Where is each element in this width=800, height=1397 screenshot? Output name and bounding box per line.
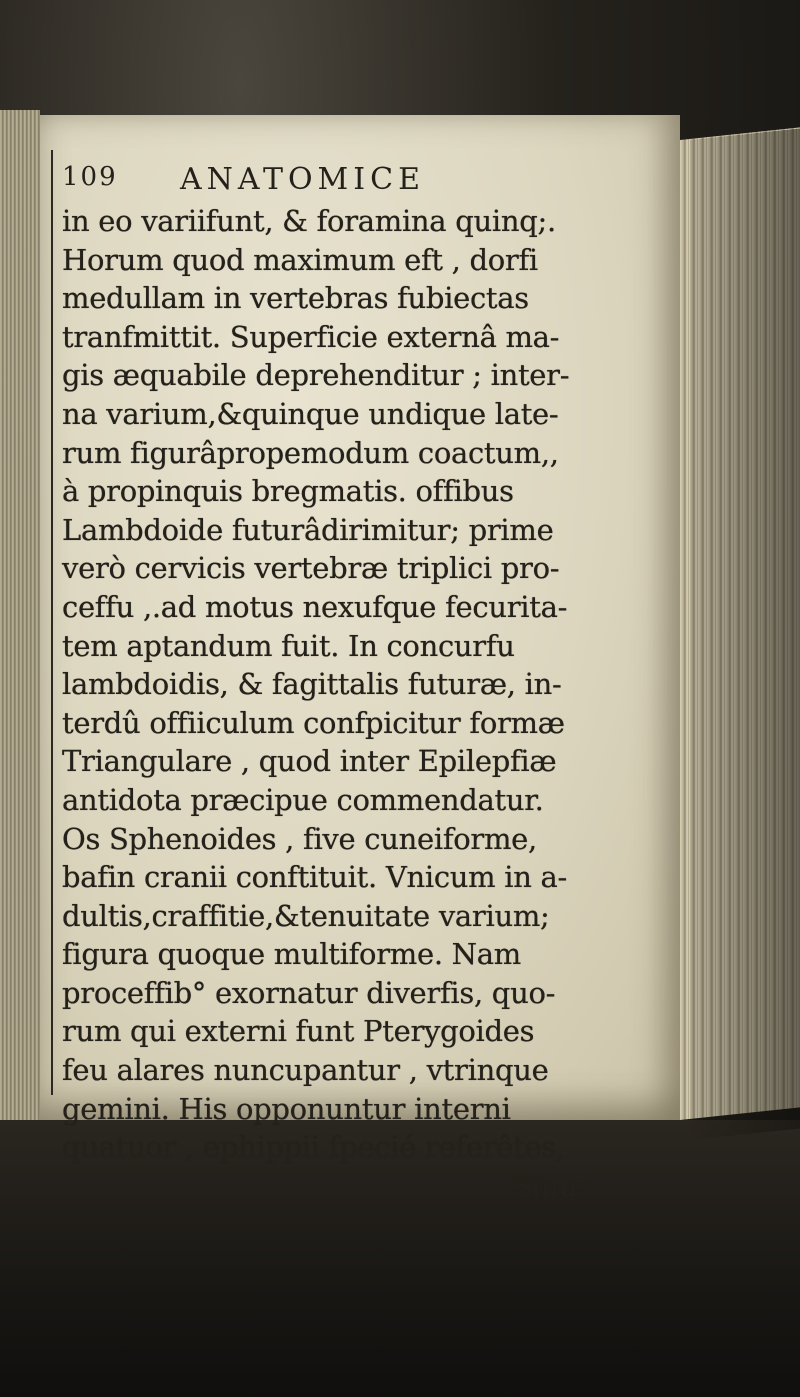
text-line: Horum quod maximum eft , dorfi xyxy=(62,242,538,277)
text-line: rum figurâpropemodum coactum,, xyxy=(62,435,559,470)
text-line: terdû offiiculum confpicitur formæ xyxy=(62,705,565,740)
text-line: tranfmittit. Superficie externâ ma- xyxy=(62,319,560,354)
text-line: Lambdoide futurâdirimitur; prime xyxy=(62,512,554,547)
text-line: antidota præcipue commendatur. xyxy=(62,782,544,817)
text-line: tem aptandum fuit. In concurfu xyxy=(62,628,515,663)
text-line: ceffu ,.ad motus nexufque fecurita- xyxy=(62,589,568,624)
text-line: in eo variifunt, & foramina quinq;. xyxy=(62,204,556,238)
text-line: verò cervicis vertebræ triplici pro- xyxy=(62,551,560,586)
text-line: figura quoque multiforme. Nam xyxy=(62,937,521,972)
text-line: lambdoidis, & fagittalis futuræ, in- xyxy=(62,667,562,702)
text-line: proceffib° exornatur diverfis, quo- xyxy=(62,975,556,1010)
text-line: bafin cranii conftituit. Vnicum in a- xyxy=(62,860,568,895)
text-line: Os Sphenoides , five cuneiforme, xyxy=(62,821,537,856)
margin-rule xyxy=(51,150,53,1095)
text-line: quatuor , ephippii fpecié referêtes, xyxy=(62,1130,565,1165)
text-line: à propinquis bregmatis. offibus xyxy=(62,474,514,509)
left-page-edges xyxy=(0,110,40,1120)
text-line: rum qui externi funt Pterygoides xyxy=(62,1014,535,1049)
page-number: 109 xyxy=(62,162,118,192)
text-line: medullam in vertebras fubiectas xyxy=(62,281,529,316)
running-title: ANATOMICE xyxy=(180,162,425,197)
text-line: feu alares nuncupantur , vtrinque xyxy=(62,1053,549,1088)
text-line: gemini. His opponuntur interni xyxy=(62,1091,511,1126)
body-text xyxy=(62,202,662,1167)
text-line: na varium,&quinque undique late- xyxy=(62,396,559,431)
text-line: Triangulare , quod inter Epilepfiæ xyxy=(62,744,557,779)
page-text xyxy=(62,162,662,1205)
page-header xyxy=(62,162,662,202)
text-line: dultis,craffitie,&tenuitate varium; xyxy=(62,898,550,933)
right-edge-shadow xyxy=(690,128,800,1140)
text-line: gis æquabile deprehenditur ; inter- xyxy=(62,358,570,393)
catchword: Sinus xyxy=(512,1168,592,1203)
